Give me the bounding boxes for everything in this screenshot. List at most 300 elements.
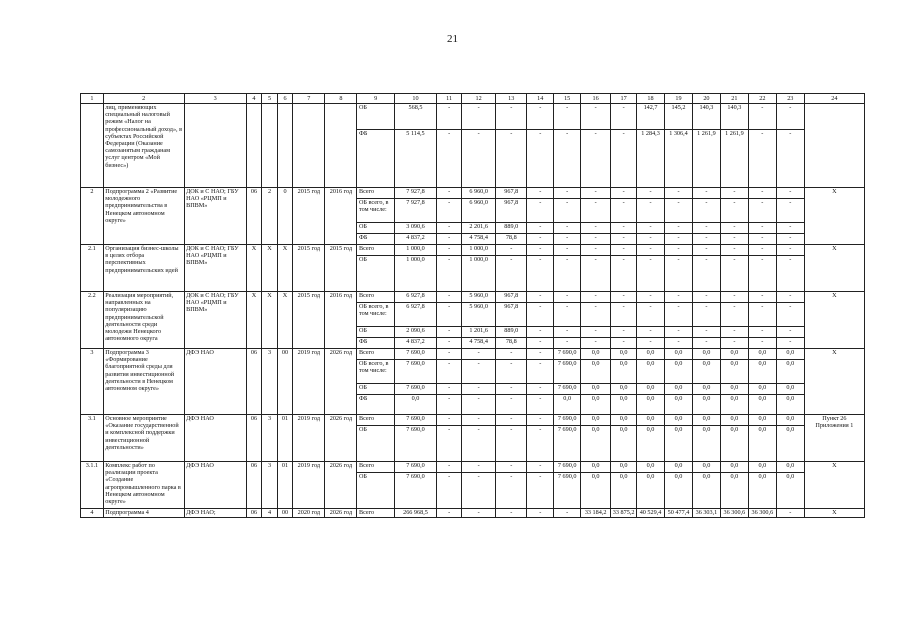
amount-cell: 0,0 <box>776 360 804 384</box>
amount-cell: 1 000,0 <box>462 245 496 256</box>
funding-source: ОБ <box>357 223 394 234</box>
amount-cell: - <box>637 303 665 327</box>
code-subprogram: Х <box>262 292 278 349</box>
item-number: 2.2 <box>81 292 104 349</box>
amount-cell: 0,0 <box>692 426 720 462</box>
item-name: Подпрограмма 2 «Развитие молодежного предпринимательства в Ненецком автономном округе» <box>103 188 184 245</box>
item-number: 3 <box>81 349 104 415</box>
amount-cell: 1 261,9 <box>720 130 748 188</box>
amount-cell: 0,0 <box>394 395 436 415</box>
amount-cell: 0,0 <box>748 426 776 462</box>
amount-cell: - <box>637 256 665 292</box>
funding-source: Всего <box>357 462 394 473</box>
amount-cell: - <box>437 426 462 462</box>
amount-cell: 7 690,0 <box>394 360 436 384</box>
amount-cell: 0,0 <box>637 384 665 395</box>
amount-cell: - <box>611 303 637 327</box>
amount-cell: - <box>437 415 462 426</box>
amount-cell: - <box>462 360 496 384</box>
code-subprogram: 2 <box>262 188 278 245</box>
amount-cell: - <box>692 234 720 245</box>
amount-cell: 0,0 <box>611 415 637 426</box>
code-program: 06 <box>246 415 262 462</box>
table-row <box>81 245 865 256</box>
amount-cell: - <box>665 223 693 234</box>
amount-cell: 0,0 <box>748 349 776 360</box>
amount-cell: - <box>527 426 554 462</box>
amount-cell: 33 875,2 <box>611 509 637 518</box>
end-year <box>325 104 357 188</box>
amount-cell: 7 927,8 <box>394 188 436 199</box>
column-number-row <box>81 94 865 104</box>
amount-cell: 1 000,0 <box>394 245 436 256</box>
amount-cell: - <box>611 223 637 234</box>
amount-cell: - <box>581 223 611 234</box>
amount-cell: - <box>692 188 720 199</box>
amount-cell: - <box>527 104 554 130</box>
reference-note: Х <box>804 245 864 292</box>
amount-cell: - <box>462 384 496 395</box>
amount-cell: - <box>527 349 554 360</box>
budget-table <box>80 93 865 518</box>
executor: ДОК и С НАО; ГБУ НАО «РЦМП и ВПВМ» <box>184 292 246 349</box>
amount-cell: 6 927,8 <box>394 303 436 327</box>
amount-cell: - <box>776 130 804 188</box>
reference-note: Х <box>804 349 864 415</box>
item-number <box>81 104 104 188</box>
code-event: 01 <box>277 415 293 462</box>
amount-cell: - <box>748 245 776 256</box>
funding-source: ФБ <box>357 234 394 245</box>
col-number: 14 <box>527 94 554 104</box>
amount-cell: 0,0 <box>720 473 748 509</box>
amount-cell: - <box>748 188 776 199</box>
amount-cell: - <box>776 223 804 234</box>
amount-cell: - <box>462 349 496 360</box>
item-number: 2 <box>81 188 104 245</box>
amount-cell: - <box>637 245 665 256</box>
amount-cell: 36 300,6 <box>720 509 748 518</box>
amount-cell: 140,3 <box>692 104 720 130</box>
amount-cell: 0,0 <box>611 360 637 384</box>
code-subprogram: 3 <box>262 415 278 462</box>
start-year: 2019 год <box>293 415 325 462</box>
amount-cell: - <box>776 188 804 199</box>
amount-cell: - <box>554 223 581 234</box>
funding-source: Всего <box>357 349 394 360</box>
col-number: 10 <box>394 94 436 104</box>
code-program: 06 <box>246 188 262 245</box>
amount-cell: 0,0 <box>748 462 776 473</box>
amount-cell: - <box>637 223 665 234</box>
amount-cell: - <box>720 199 748 223</box>
amount-cell: - <box>437 349 462 360</box>
amount-cell: 0,0 <box>720 349 748 360</box>
amount-cell: - <box>720 303 748 327</box>
amount-cell: - <box>581 234 611 245</box>
amount-cell: 0,0 <box>665 415 693 426</box>
funding-source: ФБ <box>357 338 394 349</box>
amount-cell: 568,5 <box>394 104 436 130</box>
amount-cell: - <box>665 327 693 338</box>
amount-cell: - <box>581 199 611 223</box>
amount-cell: - <box>581 327 611 338</box>
amount-cell: 0,0 <box>581 395 611 415</box>
code-program: 06 <box>246 462 262 509</box>
amount-cell: - <box>611 188 637 199</box>
amount-cell: - <box>776 292 804 303</box>
col-number: 2 <box>103 94 184 104</box>
amount-cell: - <box>611 130 637 188</box>
amount-cell: - <box>527 384 554 395</box>
amount-cell: - <box>611 338 637 349</box>
col-number: 6 <box>277 94 293 104</box>
funding-source: Всего <box>357 245 394 256</box>
amount-cell: 0,0 <box>611 473 637 509</box>
amount-cell: 0,0 <box>637 462 665 473</box>
funding-source: ОБ всего, в том числе: <box>357 199 394 223</box>
amount-cell: 0,0 <box>720 384 748 395</box>
amount-cell: - <box>720 234 748 245</box>
amount-cell: - <box>554 256 581 292</box>
reference-note: Х <box>804 188 864 245</box>
amount-cell: - <box>527 199 554 223</box>
amount-cell: - <box>527 338 554 349</box>
col-number: 8 <box>325 94 357 104</box>
col-number: 7 <box>293 94 325 104</box>
reference-note: Х <box>804 509 864 518</box>
amount-cell: 0,0 <box>665 360 693 384</box>
amount-cell: 78,8 <box>496 338 527 349</box>
amount-cell: 7 690,0 <box>394 349 436 360</box>
amount-cell: - <box>437 303 462 327</box>
amount-cell: - <box>437 327 462 338</box>
amount-cell: - <box>437 473 462 509</box>
code-event: 01 <box>277 462 293 509</box>
table-row <box>81 188 865 199</box>
amount-cell: - <box>527 234 554 245</box>
amount-cell: 967,8 <box>496 303 527 327</box>
amount-cell: - <box>554 327 581 338</box>
start-year: 2020 год <box>293 509 325 518</box>
amount-cell: - <box>462 130 496 188</box>
amount-cell: - <box>665 199 693 223</box>
amount-cell: - <box>554 292 581 303</box>
amount-cell: 0,0 <box>637 415 665 426</box>
item-name: Подпрограмма 3 «Формирование благоприятной среды для развития инвестиционной деятельности в Ненецком автономном округе» <box>103 349 184 415</box>
amount-cell: 0,0 <box>665 473 693 509</box>
funding-source: ОБ <box>357 384 394 395</box>
amount-cell: 0,0 <box>748 415 776 426</box>
amount-cell: 5 960,0 <box>462 303 496 327</box>
amount-cell: - <box>496 104 527 130</box>
amount-cell: - <box>437 384 462 395</box>
amount-cell: 7 690,0 <box>554 360 581 384</box>
amount-cell: 0,0 <box>611 349 637 360</box>
col-number: 13 <box>496 94 527 104</box>
amount-cell: - <box>527 130 554 188</box>
end-year: 2026 год <box>325 462 357 509</box>
amount-cell: 967,8 <box>496 188 527 199</box>
amount-cell: 1 284,3 <box>637 130 665 188</box>
amount-cell: - <box>527 473 554 509</box>
executor: ДФЭ НАО <box>184 462 246 509</box>
executor: ДОК и С НАО; ГБУ НАО «РЦМП и ВПВМ» <box>184 245 246 292</box>
amount-cell: - <box>665 234 693 245</box>
amount-cell: 0,0 <box>581 415 611 426</box>
table-row <box>81 415 865 426</box>
col-number: 22 <box>748 94 776 104</box>
amount-cell: - <box>748 104 776 130</box>
code-event: 00 <box>277 349 293 415</box>
amount-cell: - <box>496 256 527 292</box>
amount-cell: - <box>748 256 776 292</box>
code-subprogram: 3 <box>262 462 278 509</box>
amount-cell: - <box>720 223 748 234</box>
amount-cell: 0,0 <box>692 473 720 509</box>
amount-cell: - <box>611 256 637 292</box>
executor: ДФЭ НАО <box>184 415 246 462</box>
col-number: 16 <box>581 94 611 104</box>
amount-cell: 0,0 <box>581 426 611 462</box>
amount-cell: 36 300,6 <box>748 509 776 518</box>
amount-cell: - <box>462 415 496 426</box>
amount-cell: - <box>581 338 611 349</box>
table-row <box>81 292 865 303</box>
table-row <box>81 462 865 473</box>
amount-cell: - <box>776 199 804 223</box>
amount-cell: - <box>581 292 611 303</box>
col-number: 11 <box>437 94 462 104</box>
amount-cell: - <box>611 104 637 130</box>
funding-source: ФБ <box>357 130 394 188</box>
funding-source: ОБ <box>357 256 394 292</box>
amount-cell: 1 201,6 <box>462 327 496 338</box>
amount-cell: - <box>720 188 748 199</box>
amount-cell: - <box>496 473 527 509</box>
start-year: 2015 год <box>293 188 325 245</box>
amount-cell: - <box>776 256 804 292</box>
amount-cell: 266 968,5 <box>394 509 436 518</box>
funding-source: ФБ <box>357 395 394 415</box>
amount-cell: 0,0 <box>720 462 748 473</box>
amount-cell: 4 837,2 <box>394 338 436 349</box>
code-event <box>277 104 293 188</box>
amount-cell: - <box>437 509 462 518</box>
amount-cell: - <box>554 104 581 130</box>
funding-source: ОБ <box>357 104 394 130</box>
amount-cell: - <box>554 245 581 256</box>
amount-cell: - <box>748 234 776 245</box>
code-event: 0 <box>277 188 293 245</box>
amount-cell: 7 690,0 <box>394 462 436 473</box>
executor: ДФЭ НАО; <box>184 509 246 518</box>
page-number: 21 <box>447 33 458 45</box>
amount-cell: - <box>611 234 637 245</box>
amount-cell: - <box>776 338 804 349</box>
amount-cell: 0,0 <box>720 415 748 426</box>
amount-cell: - <box>692 199 720 223</box>
amount-cell: 0,0 <box>776 473 804 509</box>
amount-cell: 7 690,0 <box>554 462 581 473</box>
amount-cell: 140,3 <box>720 104 748 130</box>
amount-cell: - <box>637 188 665 199</box>
amount-cell: 0,0 <box>776 426 804 462</box>
amount-cell: 0,0 <box>665 349 693 360</box>
col-number: 23 <box>776 94 804 104</box>
col-number: 5 <box>262 94 278 104</box>
amount-cell: - <box>776 303 804 327</box>
amount-cell: 50 477,4 <box>665 509 693 518</box>
amount-cell: - <box>554 234 581 245</box>
amount-cell: 1 306,4 <box>665 130 693 188</box>
amount-cell: - <box>437 130 462 188</box>
amount-cell: 0,0 <box>776 395 804 415</box>
amount-cell: 0,0 <box>637 473 665 509</box>
amount-cell: - <box>692 292 720 303</box>
amount-cell: 0,0 <box>776 462 804 473</box>
amount-cell: - <box>496 462 527 473</box>
amount-cell: 1 261,9 <box>692 130 720 188</box>
item-number: 3.1 <box>81 415 104 462</box>
item-name: Организация бизнес-школы в целях отбора перспективных предпринимательских идей <box>103 245 184 292</box>
amount-cell: 0,0 <box>581 349 611 360</box>
col-number: 17 <box>611 94 637 104</box>
amount-cell: - <box>554 338 581 349</box>
item-number: 3.1.1 <box>81 462 104 509</box>
amount-cell: - <box>437 104 462 130</box>
amount-cell: - <box>462 104 496 130</box>
amount-cell: 967,8 <box>496 199 527 223</box>
code-program: 06 <box>246 349 262 415</box>
amount-cell: - <box>581 130 611 188</box>
amount-cell: - <box>496 384 527 395</box>
code-subprogram: 3 <box>262 349 278 415</box>
amount-cell: 0,0 <box>665 426 693 462</box>
amount-cell: 0,0 <box>581 360 611 384</box>
amount-cell: - <box>776 245 804 256</box>
amount-cell: - <box>748 223 776 234</box>
amount-cell: 0,0 <box>611 426 637 462</box>
amount-cell: 0,0 <box>748 395 776 415</box>
amount-cell: 2 201,6 <box>462 223 496 234</box>
col-number: 12 <box>462 94 496 104</box>
amount-cell: 0,0 <box>748 384 776 395</box>
amount-cell: - <box>720 292 748 303</box>
amount-cell: 0,0 <box>637 349 665 360</box>
amount-cell: - <box>637 327 665 338</box>
amount-cell: - <box>554 509 581 518</box>
amount-cell: 0,0 <box>665 384 693 395</box>
amount-cell: - <box>776 327 804 338</box>
start-year: 2015 год <box>293 245 325 292</box>
amount-cell: - <box>437 292 462 303</box>
amount-cell: - <box>665 256 693 292</box>
amount-cell: - <box>437 234 462 245</box>
amount-cell: 145,2 <box>665 104 693 130</box>
code-program: 06 <box>246 509 262 518</box>
amount-cell: 4 837,2 <box>394 234 436 245</box>
amount-cell: - <box>692 245 720 256</box>
funding-source: ОБ всего, в том числе: <box>357 360 394 384</box>
code-subprogram: 4 <box>262 509 278 518</box>
amount-cell: - <box>496 360 527 384</box>
amount-cell: 40 529,4 <box>637 509 665 518</box>
amount-cell: 7 690,0 <box>554 349 581 360</box>
amount-cell: 0,0 <box>665 395 693 415</box>
funding-source: Всего <box>357 509 394 518</box>
item-name: Реализация мероприятий, направленных на популяризацию предпринимательской деятельности среди молодежи Ненецкого автономного округа <box>103 292 184 349</box>
amount-cell: - <box>581 104 611 130</box>
executor: ДФЭ НАО <box>184 349 246 415</box>
code-program <box>246 104 262 188</box>
amount-cell: - <box>776 234 804 245</box>
amount-cell: 0,0 <box>692 360 720 384</box>
amount-cell: - <box>496 395 527 415</box>
amount-cell: - <box>527 188 554 199</box>
amount-cell: 0,0 <box>692 395 720 415</box>
amount-cell: - <box>527 223 554 234</box>
amount-cell: - <box>748 292 776 303</box>
amount-cell: - <box>748 327 776 338</box>
amount-cell: - <box>437 338 462 349</box>
amount-cell: - <box>581 245 611 256</box>
amount-cell: - <box>692 303 720 327</box>
amount-cell: - <box>527 327 554 338</box>
table-row <box>81 349 865 360</box>
amount-cell: - <box>748 199 776 223</box>
executor: ДОК и С НАО; ГБУ НАО «РЦМП и ВПВМ» <box>184 188 246 245</box>
amount-cell: - <box>720 327 748 338</box>
amount-cell: - <box>437 188 462 199</box>
amount-cell: 6 927,8 <box>394 292 436 303</box>
amount-cell: - <box>554 130 581 188</box>
amount-cell: - <box>527 509 554 518</box>
funding-source: Всего <box>357 415 394 426</box>
amount-cell: 7 690,0 <box>554 384 581 395</box>
amount-cell: 7 690,0 <box>554 426 581 462</box>
amount-cell: 2 090,6 <box>394 327 436 338</box>
amount-cell: 0,0 <box>611 462 637 473</box>
col-number: 20 <box>692 94 720 104</box>
amount-cell: - <box>527 462 554 473</box>
amount-cell: - <box>581 303 611 327</box>
amount-cell: - <box>611 199 637 223</box>
reference-note: Пункт 26 Приложения 1 <box>804 415 864 462</box>
amount-cell: - <box>665 303 693 327</box>
amount-cell: - <box>637 338 665 349</box>
amount-cell: - <box>748 130 776 188</box>
amount-cell: - <box>748 338 776 349</box>
amount-cell: - <box>692 223 720 234</box>
amount-cell: - <box>527 360 554 384</box>
amount-cell: - <box>527 415 554 426</box>
end-year: 2015 год <box>325 245 357 292</box>
amount-cell: - <box>527 245 554 256</box>
amount-cell: - <box>527 395 554 415</box>
amount-cell: 7 690,0 <box>394 426 436 462</box>
amount-cell: - <box>437 199 462 223</box>
amount-cell: - <box>720 256 748 292</box>
amount-cell: 7 690,0 <box>394 473 436 509</box>
item-number: 2.1 <box>81 245 104 292</box>
reference-note: Х <box>804 462 864 509</box>
amount-cell: 0,0 <box>581 462 611 473</box>
amount-cell: - <box>462 462 496 473</box>
amount-cell: - <box>720 338 748 349</box>
col-number: 21 <box>720 94 748 104</box>
amount-cell: - <box>527 256 554 292</box>
